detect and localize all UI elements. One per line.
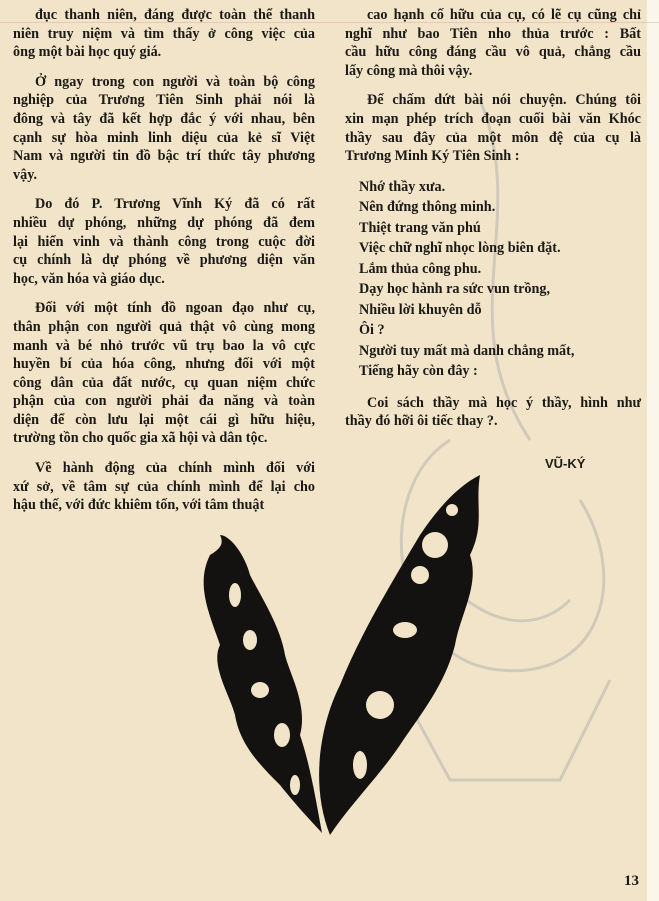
page-number: 13 — [624, 873, 639, 889]
text-line: cụ chính là dự phóng về phương diện văn — [13, 252, 315, 269]
text-line: Lắm thủa công phu. — [359, 260, 482, 277]
text-line: Để chấm dứt bài nói chuyện. Chúng tôi — [367, 92, 641, 109]
right-column — [345, 6, 641, 442]
text-line: Nam và người tin đồ bậc trí thức tây phương — [13, 148, 315, 165]
text-line: xứ sở, về tâm sự của chính mình để lại cho — [13, 478, 315, 495]
text-line: hậu thế, với đức khiêm tốn, với tâm thuật — [13, 497, 265, 514]
text-line: lấy công mà thôi vậy. — [345, 62, 473, 79]
text-line: nghiệp của Trương Tiên Sinh phải nói là — [13, 92, 315, 109]
closing-paragraph — [345, 394, 641, 431]
leaf-illustration — [190, 465, 490, 840]
text-line: nghĩ như bao Tiên nho thủa trước : Bất — [345, 25, 641, 42]
text-line: ông một bài học quý giá. — [13, 44, 162, 61]
right-leaf — [319, 475, 480, 835]
text-line: lại hiển vinh và thành công trong cuộc đời — [13, 233, 315, 250]
text-line: vậy. — [13, 166, 38, 183]
text-line: Về hành động của chính mình đối với — [35, 460, 315, 477]
text-line: manh và bé nhỏ trước vũ trụ bao la vô cực — [13, 337, 315, 354]
text-line: Trương Minh Ký Tiên Sinh : — [345, 148, 520, 165]
text-line: cạnh sự hòa minh linh diệu của kẻ sĩ Việt — [13, 129, 315, 146]
text-line: Ở ngay trong con người và toàn bộ công — [35, 73, 315, 90]
paragraph — [13, 195, 315, 288]
text-line: diện để còn lưu lại một cái gì hữu hiệu, — [13, 411, 315, 428]
text-line: trường tồn cho quốc gia xã hội và dân tộc. — [13, 430, 268, 447]
text-line: Nhiều lời khuyên dỗ — [359, 301, 482, 318]
paragraph — [13, 6, 315, 62]
text-line: thầy đó hỡi ôi tiếc thay ?. — [345, 413, 498, 430]
text-line: niên truy niệm và tìm thấy ở công việc của — [13, 25, 315, 42]
text-line: Tiếng hãy còn đây : — [359, 363, 478, 380]
text-line: Việc chữ nghĩ nhọc lòng biên đặt. — [359, 240, 561, 257]
text-line: Dạy học hành ra sức vun trồng, — [359, 281, 551, 298]
text-line: thân phận con người quả thật vô cùng mong — [13, 318, 315, 335]
poem — [359, 177, 641, 382]
paragraph — [345, 6, 641, 80]
paragraph — [13, 73, 315, 185]
text-line: phận của con người phải đa năng và toàn — [13, 393, 315, 410]
paragraph — [345, 91, 641, 165]
text-line: huyền bí của hóa công, nhưng đối với một — [13, 356, 315, 373]
text-line: Người tuy mất mà danh chẳng mất, — [359, 342, 575, 359]
text-line: xin mạn phép trích đoạn cuối bài văn Khóc — [345, 110, 641, 127]
text-line: công dân của đất nước, cụ quan niệm chức — [13, 374, 315, 391]
left-column — [13, 6, 315, 526]
text-line: cao hạnh cố hữu của cụ, có lẽ cụ cũng chỉ — [367, 7, 641, 23]
text-line: thầy sau đây của một môn đệ của cụ là — [345, 129, 641, 146]
text-line: cầu hữu công đáng cầu vô quả, chẳng cầu — [345, 44, 641, 61]
text-line: Coi sách thầy mà học ý thầy, hình như — [367, 394, 641, 411]
text-line: Thiệt trang văn phú — [359, 219, 481, 236]
text-line: Nhớ thầy xưa. — [359, 178, 446, 195]
text-line: Ôi ? — [359, 322, 385, 339]
text-line: Do đó P. Trương Vĩnh Ký đã có rất — [35, 196, 315, 213]
text-line: đục thanh niên, đáng được toàn thể thanh — [35, 7, 315, 23]
author-signature: VŨ-KÝ — [545, 456, 586, 471]
text-line: đông và tây đã kết hợp đắc ý với nhau, bên — [13, 110, 315, 127]
text-line: nhiều dự phóng, những dự phóng đã đem — [13, 214, 315, 231]
text-line: học, văn hóa và giáo dục. — [13, 270, 165, 287]
text-line: Nên đứng thông minh. — [359, 199, 496, 216]
text-line: Đối với một tính đồ ngoan đạo như cụ, — [35, 300, 315, 317]
paragraph — [13, 299, 315, 448]
